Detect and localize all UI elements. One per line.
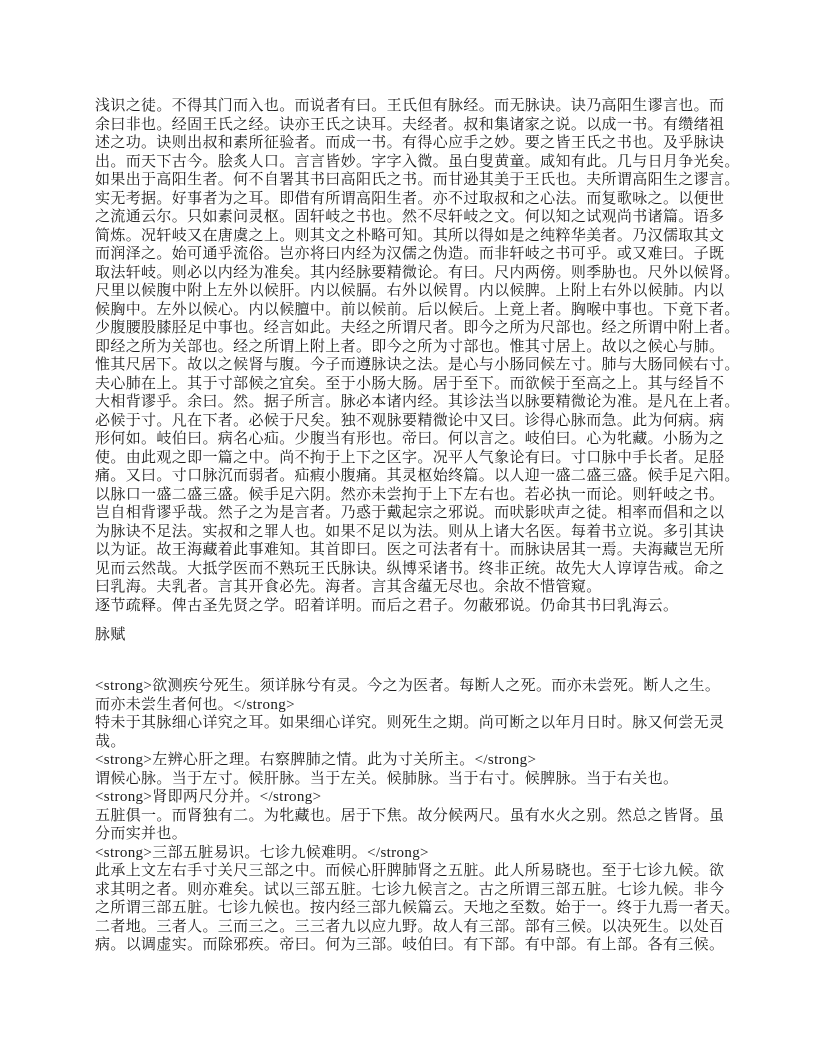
preface-line: 惟其尺居下。故以之候肾与腹。今子而遵脉诀之法。是心与小肠同候左寸。肺与大肠同候右寸。	[95, 357, 740, 373]
section-line: 此承上文左右手寸关尺三部之中。而候心肝脾肺肾之五脏。此人所易晓也。至于七诊九候。欲	[95, 863, 725, 879]
section-line: 五脏俱一。而肾独有二。为牝藏也。居于下焦。故分候两尺。虽有水火之别。然总之皆肾。虽	[95, 807, 725, 824]
section-line: <strong>左辨心肝之理。右察脾肺之情。此为寸关所主。</strong>	[95, 752, 537, 768]
preface-line: 岂自相背谬乎哉。然子之为是言者。乃惑于戴起宗之邪说。而吠影吠声之徒。相率而倡和之以	[95, 505, 725, 521]
section-line: 之所谓三部五脏。七诊九候也。按内经三部九候篇云。天地之至数。始于一。终于九焉一者天。	[95, 900, 740, 916]
section-paragraph	[95, 677, 740, 955]
preface-line: 使。由此观之即一篇之中。尚不拘于上下之区字。况平人气象论有曰。寸口脉中手长者。足胫	[95, 449, 725, 466]
preface-line: 逐节疏释。俾古圣先贤之学。昭着详明。而后之君子。勿蔽邪说。仍命其书曰乳海云。	[95, 597, 679, 614]
section-line: 特未于其脉细心详究之耳。如果细心详究。则死生之期。尚可断之以年月日时。脉又何尝无灵	[95, 715, 725, 731]
preface-line: 如果出于高阳生者。何不自署其书曰高阳氏之书。而甘逊其美于王氏也。夫所谓高阳生之谬言。	[95, 172, 740, 188]
preface-line: 而润泽之。始可通乎流俗。岂亦将曰内经为汉儒之伪造。而非轩岐之书可乎。或又难曰。子既	[95, 246, 725, 262]
preface-line: 实无考据。好事者为之耳。即借有所谓高阳生者。亦不过取叔和之心法。而复歌咏之。以便世	[95, 190, 725, 207]
preface-line: 即经之所为关部也。经之所谓上附上者。即今之所为寸部也。惟其寸居上。故以之候心与肺。	[95, 338, 725, 355]
section-line: 二者地。三者人。三而三之。三三者九以应九野。故人有三部。部有三候。以决死生。以处百	[95, 918, 725, 935]
preface-line: 曰乳海。夫乳者。言其开食必先。海者。言其含蕴无尽也。余故不惜管窥。	[95, 579, 602, 595]
preface-line: 浅识之徒。不得其门而入也。而说者有曰。王氏但有脉经。而无脉诀。诀乃高阳生谬言也。而	[95, 98, 725, 114]
preface-line: 以为证。故王海藏着此事难知。其首即曰。医之可法者有十。而脉诀居其一焉。夫海藏岂无所	[95, 542, 725, 558]
section-line: 谓候心脉。当于左寸。候肝脉。当于左关。候肺脉。当于右寸。候脾脉。当于右关也。	[95, 770, 679, 787]
preface-paragraph	[95, 97, 740, 615]
preface-line: 简炼。况轩岐又在唐虞之上。则其文之朴略可知。其所以得如是之纯粹华美者。乃汉儒取其文	[95, 227, 725, 244]
section-title: 脉赋	[95, 627, 126, 643]
preface-line: 尺里以候腹中附上左外以候肝。内以候膈。右外以候胃。内以候脾。上附上右外以候肺。内以	[95, 283, 725, 299]
section-line: 分而实并也。	[95, 826, 188, 842]
preface-line: 取法轩岐。则必以内经为准矣。其内经脉要精微论。有曰。尺内两傍。则季胁也。尺外以候肾。	[95, 264, 740, 281]
section-line: 求其明之者。则亦难矣。试以三部五脏。七诊九候言之。古之所谓三部五脏。七诊九候。非今	[95, 881, 725, 898]
section-line: 而亦未尝生者何也。</strong>	[95, 696, 295, 713]
preface-line: 痛。又曰。寸口脉沉而弱者。疝瘕小腹痛。其灵枢始终篇。以人迎一盛二盛三盛。候手足六阳。	[95, 468, 740, 484]
preface-line: 为脉诀不足法。实叔和之罪人也。如果不足以为法。则从上诸大名医。每着书立说。多引其诀	[95, 523, 725, 540]
preface-line: 少腹腰股膝胫足中事也。经言如此。夫经之所谓尺者。即今之所为尺部也。经之所谓中附上者。	[95, 320, 740, 336]
preface-line: 之流通云尔。只如素问灵枢。固轩岐之书也。然不尽轩岐之文。何以知之试观尚书诸篇。语多	[95, 209, 725, 225]
preface-line: 以脉口一盛二盛三盛。候手足六阴。然亦未尝拘于上下左右也。若必执一而论。则轩岐之书。	[95, 486, 725, 503]
preface-line: 形何如。岐伯曰。病名心疝。少腹当有形也。帝曰。何以言之。岐伯曰。心为牝藏。小肠为之	[95, 431, 725, 447]
preface-line: 出。而天下古今。脍炙人口。言言皆妙。字字入微。虽白叟黄童。咸知有此。几与日月争光矣。	[95, 153, 740, 170]
preface-line: 夫心肺在上。其于寸部候之宜矣。至于小肠大肠。居于至下。而欲候于至高之上。其与经旨不	[95, 375, 725, 392]
preface-line: 余曰非也。经固王氏之经。诀亦王氏之诀耳。夫经者。叔和集诸家之说。以成一书。有缵绪祖	[95, 116, 725, 133]
preface-line: 大相背谬乎。余曰。然。据子所言。脉必本诸内经。其诊法当以脉要精微论为准。是凡在上者。	[95, 394, 740, 410]
preface-line: 述之功。诀则出叔和素所征验者。而成一书。有得心应手之妙。要之皆王氏之书也。及乎脉诀	[95, 135, 725, 151]
section-line: 病。以调虚实。而除邪疾。帝曰。何为三部。岐伯曰。有下部。有中部。有上部。各有三候。	[95, 937, 725, 953]
section-line: <strong>肾即两尺分并。</strong>	[95, 789, 322, 805]
section-line: <strong>欲测疾兮死生。须详脉兮有灵。今之为医者。每断人之死。而亦未尝死。断人之生。	[95, 678, 721, 694]
section-line: <strong>三部五脏易识。七诊九候难明。</strong>	[95, 844, 429, 861]
section-line: 哉。	[95, 733, 126, 750]
preface-line: 候胸中。左外以候心。内以候膻中。前以候前。后以候后。上竟上者。胸喉中事也。下竟下者。	[95, 301, 740, 318]
preface-line: 必候于寸。凡在下者。必候于尺矣。独不观脉要精微论中又曰。诊得心脉而急。此为何病。病	[95, 412, 725, 429]
preface-line: 见而云然哉。大抵学医而不熟玩王氏脉诀。纵博采诸书。终非正统。故先大人谆谆告戒。命之	[95, 560, 725, 577]
